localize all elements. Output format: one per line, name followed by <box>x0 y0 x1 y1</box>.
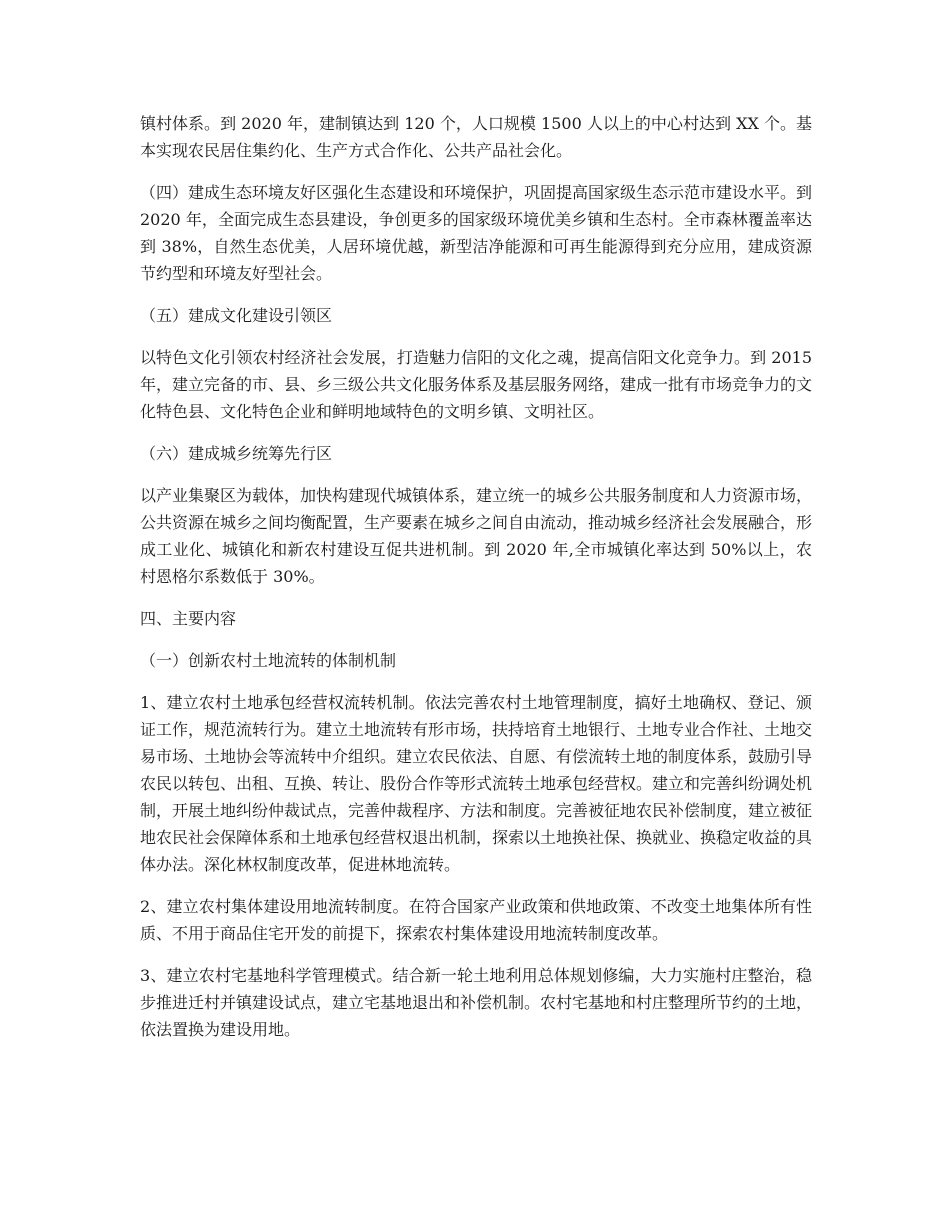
heading-land-transfer-mechanism: （一）创新农村土地流转的体制机制 <box>140 651 397 670</box>
heading-urban-rural-zone: （六）建成城乡统筹先行区 <box>140 444 333 463</box>
paragraph-town-village-system: 镇村体系。到 2020 年，建制镇达到 120 个，人口规模 1500 人以上的中心村达到 XX 个。基本实现农民居住集约化、生产方式合作化、公共产品社会化。 <box>140 114 812 160</box>
paragraph-urban-rural-zone: 以产业集聚区为载体，加快构建现代城镇体系，建立统一的城乡公共服务制度和人力资源市场，公共资源在城乡之间均衡配置，生产要素在城乡之间自由流动，推动城乡经济社会发展融合，形成工业化、城镇化和新农村建设互促共进机制。到 2020 年,全市城镇化率达到 50%以上，农村恩格尔系数低于 30%。 <box>140 486 813 586</box>
paragraph-collective-construction-land: 2、建立农村集体建设用地流转制度。在符合国家产业政策和供地政策、不改变土地集体所有性质、不用于商品住宅开发的前提下，探索农村集体建设用地流转制度改革。 <box>140 897 812 943</box>
paragraph-homestead-management: 3、建立农村宅基地科学管理模式。结合新一轮土地利用总体规划修编，大力实施村庄整治，稳步推进迁村并镇建设试点，建立宅基地退出和补偿机制。农村宅基地和村庄整理所节约的土地，依法置换为建设用地。 <box>140 966 813 1039</box>
heading-culture-zone: （五）建成文化建设引领区 <box>140 306 333 325</box>
paragraph-eco-friendly-zone: （四）建成生态环境友好区强化生态建设和环境保护，巩固提高国家级生态示范市建设水平。到 2020 年，全面完成生态县建设，争创更多的国家级环境优美乡镇和生态村。全市森林覆盖率达到 38%，自然生态优美，人居环境优越，新型洁净能源和可再生能源得到充分应用，建成资源节约型和环境友好型社会。 <box>140 183 813 283</box>
paragraph-culture-zone: 以特色文化引领农村经济社会发展，打造魅力信阳的文化之魂，提高信阳文化竞争力。到 2015 年，建立完备的市、县、乡三级公共文化服务体系及基层服务网络，建成一批有市场竞争力的文化特色县、文化特色企业和鲜明地域特色的文明乡镇、文明社区。 <box>140 348 813 421</box>
paragraph-land-contract-transfer: 1、建立农村土地承包经营权流转机制。依法完善农村土地管理制度，搞好土地确权、登记、颁证工作，规范流转行为。建立土地流转有形市场，扶持培育土地银行、土地专业合作社、土地交易市场、土地协会等流转中介组织。建立农民依法、自愿、有偿流转土地的制度体系，鼓励引导农民以转包、出租、互换、转让、股份合作等形式流转土地承包经营权。建立和完善纠纷调处机制，开展土地纠纷仲裁试点，完善仲裁程序、方法和制度。完善被征地农民补偿制度，建立被征地农民社会保障体系和土地承包经营权退出机制，探索以土地换社保、换就业、换稳定收益的具体办法。深化林权制度改革，促进林地流转。 <box>140 693 813 874</box>
document-body <box>140 110 812 1058</box>
heading-main-content: 四、主要内容 <box>140 609 237 628</box>
